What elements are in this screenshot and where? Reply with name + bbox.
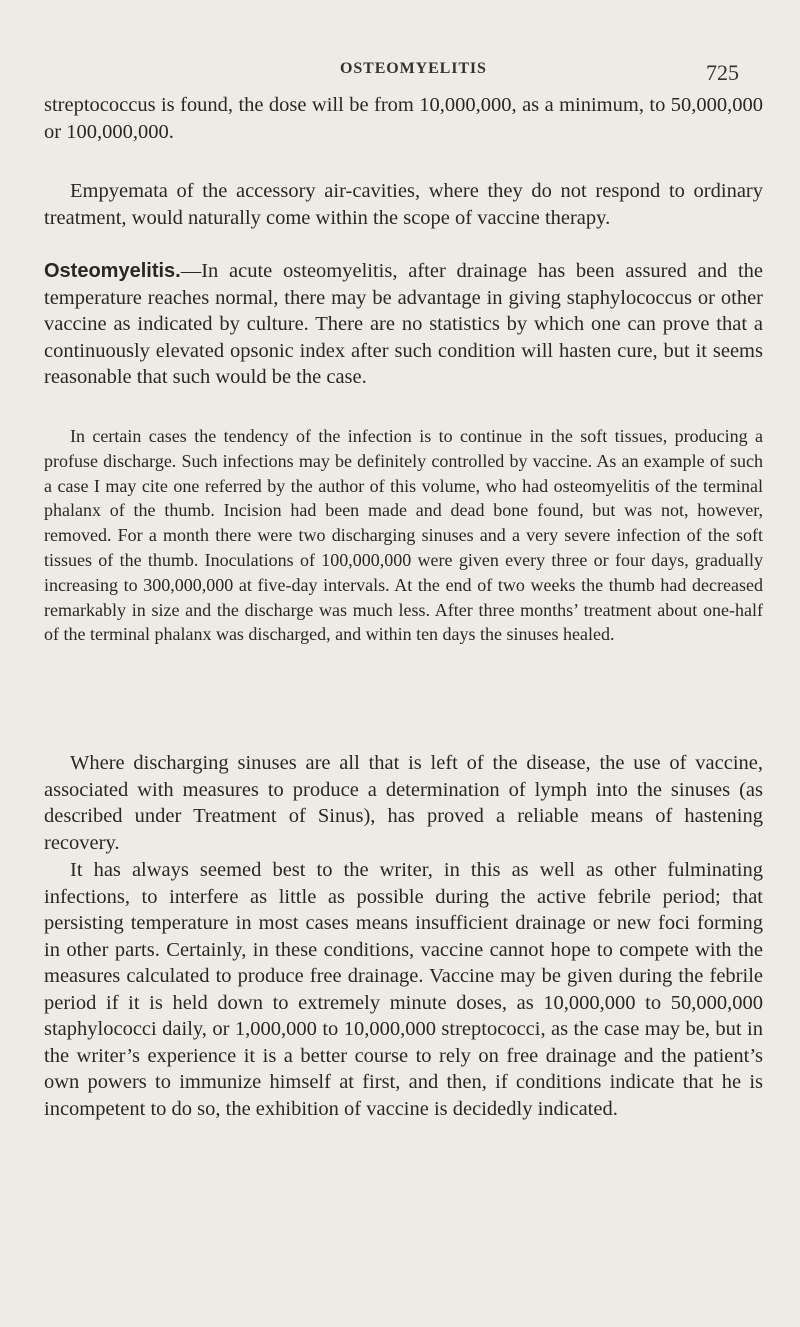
paragraph-osteomyelitis — [44, 258, 763, 391]
paragraph-febrile-period: It has always seemed best to the writer, in this as well as other fulminating infections, to interfere as little as possible during the active febrile period; that persisting temperature in most cases means insufficient drainage or new foci forming in other parts. Certainly, in these conditions, vaccine cannot hope to compete with the measures calculated to produce free drainage. Vaccine may be given during the febrile period if it is held down to extremely minute doses, as 10,000,000 to 50,000,000 staphylococci daily, or 1,000,000 to 10,000,000 streptococci, as the case may be, but in the writer’s experience it is a better course to rely on free drainage and the patient’s own powers to immunize himself at first, and then, if conditions indicate that he is incompetent to do so, the exhibition of vaccine is decidedly indicated. — [44, 859, 763, 1120]
paragraph-osteomyelitis-text: —In acute osteomyelitis, after drainage has been assured and the temperature reaches normal, there may be advantage in giving staphylococcus or other vaccine as indicated by culture. There are no statistics by which one can prove that a continuously elevated opsonic index after such condition will hasten cure, but it seems reasonable that such would be the case. — [44, 260, 763, 388]
paragraph-case-example: In certain cases the tendency of the infection is to continue in the soft tissues, producing a profuse discharge. Such infections may be definitely controlled by vaccine. As an example of such a case I may cite one referred by the author of this volume, who had osteomyelitis of the terminal phalanx of the thumb. Incision had been made and dead bone found, but was not, however, removed. For a month there were two discharging sinuses and a very severe infection of the soft tissues of the thumb. Inoculations of 100,000,000 were given every three or four days, gradually increasing to 300,000,000 at five-day intervals. At the end of two weeks the thumb had decreased remarkably in size and the discharge was much less. After three months’ treatment about one-half of the terminal phalanx was discharged, and within ten days the sinuses healed. — [44, 426, 763, 645]
paragraph-streptococcus-dose: streptococcus is found, the dose will be from 10,000,000, as a minimum, to 50,000,000 or 100,000,000. — [44, 94, 763, 143]
page-header — [0, 58, 800, 88]
paragraph-empyemata: Empyemata of the accessory air-cavities, where they do not respond to ordinary treatment, would naturally come within the scope of vaccine therapy. — [44, 180, 763, 229]
running-title: OSTEOMYELITIS — [340, 60, 487, 77]
paragraph-discharging-sinuses: Where discharging sinuses are all that is left of the disease, the use of vaccine, associated with measures to produce a determination of lymph into the sinuses (as described under Treatment of Sinus), has proved a reliable means of hastening recovery. — [44, 752, 763, 854]
section-heading-osteomyelitis: Osteomyelitis. — [44, 260, 181, 282]
page-number: 725 — [706, 60, 739, 85]
